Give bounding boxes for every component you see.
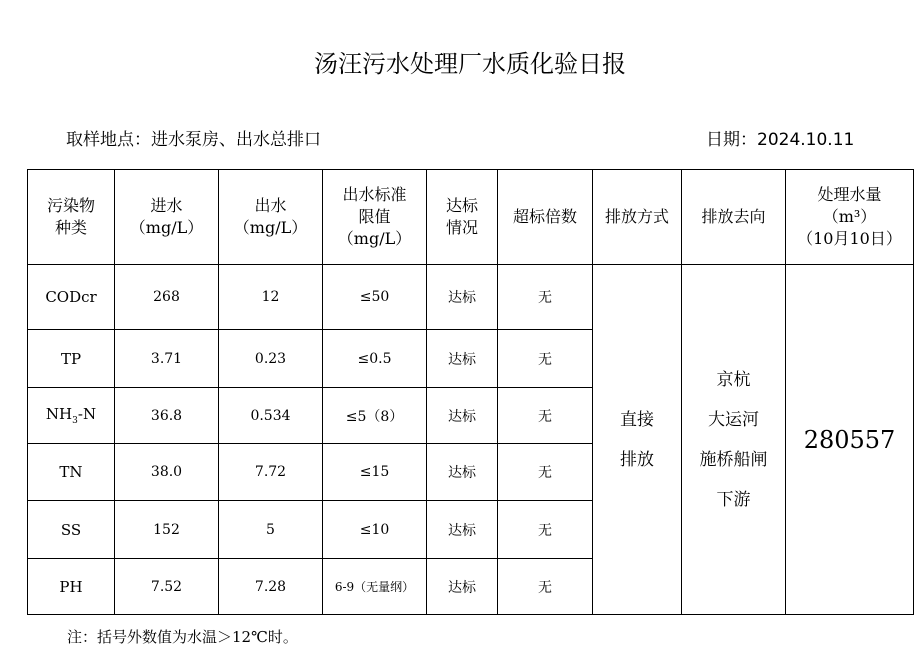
discharge-dest-cell: 京杭 大运河 施桥船闸 下游 bbox=[682, 265, 786, 615]
limit-cell: 6-9（无量纲） bbox=[323, 559, 427, 615]
water-quality-table bbox=[27, 169, 914, 615]
header-pollutant: 污染物 种类 bbox=[28, 170, 115, 265]
limit-cell: ≤0.5 bbox=[323, 330, 427, 388]
header-volume: 处理水量 （m³） （10月10日） bbox=[786, 170, 914, 265]
exceed-cell: 无 bbox=[498, 501, 593, 559]
param-cell: PH bbox=[28, 559, 115, 615]
header-inflow: 进水 （mg/L） bbox=[115, 170, 219, 265]
header-limit: 出水标准 限值 （mg/L） bbox=[323, 170, 427, 265]
footnote: 注：括号外数值为水温＞12℃时。 bbox=[67, 628, 298, 646]
param-cell: SS bbox=[28, 501, 115, 559]
outflow-cell: 7.72 bbox=[219, 444, 323, 501]
exceed-cell: 无 bbox=[498, 330, 593, 388]
status-cell: 达标 bbox=[427, 388, 498, 444]
status-cell: 达标 bbox=[427, 444, 498, 501]
outflow-cell: 0.534 bbox=[219, 388, 323, 444]
limit-cell: ≤15 bbox=[323, 444, 427, 501]
inflow-cell: 3.71 bbox=[115, 330, 219, 388]
table-row bbox=[28, 265, 914, 330]
inflow-cell: 38.0 bbox=[115, 444, 219, 501]
status-cell: 达标 bbox=[427, 501, 498, 559]
inflow-cell: 268 bbox=[115, 265, 219, 330]
exceed-cell: 无 bbox=[498, 265, 593, 330]
inflow-cell: 7.52 bbox=[115, 559, 219, 615]
param-cell: TN bbox=[28, 444, 115, 501]
exceed-cell: 无 bbox=[498, 559, 593, 615]
header-outflow: 出水 （mg/L） bbox=[219, 170, 323, 265]
limit-cell: ≤50 bbox=[323, 265, 427, 330]
report-date: 日期：2024.10.11 bbox=[706, 130, 855, 150]
exceed-cell: 无 bbox=[498, 444, 593, 501]
volume-cell: 280557 bbox=[786, 265, 914, 615]
limit-cell: ≤10 bbox=[323, 501, 427, 559]
header-compliance: 达标 情况 bbox=[427, 170, 498, 265]
param-cell: $NH_3-N$ bbox=[28, 388, 115, 444]
outflow-cell: 0.23 bbox=[219, 330, 323, 388]
status-cell: 达标 bbox=[427, 265, 498, 330]
outflow-cell: 5 bbox=[219, 501, 323, 559]
limit-cell: ≤5（8） bbox=[323, 388, 427, 444]
outflow-cell: 7.28 bbox=[219, 559, 323, 615]
outflow-cell: 12 bbox=[219, 265, 323, 330]
header-discharge-method: 排放方式 bbox=[593, 170, 682, 265]
status-cell: 达标 bbox=[427, 330, 498, 388]
param-cell: CODcr bbox=[28, 265, 115, 330]
param-cell: TP bbox=[28, 330, 115, 388]
exceed-cell: 无 bbox=[498, 388, 593, 444]
status-cell: 达标 bbox=[427, 559, 498, 615]
report-title: 汤汪污水处理厂水质化验日报 bbox=[314, 50, 626, 78]
header-exceed: 超标倍数 bbox=[498, 170, 593, 265]
header-discharge-dest: 排放去向 bbox=[682, 170, 786, 265]
inflow-cell: 152 bbox=[115, 501, 219, 559]
discharge-method-cell: 直接 排放 bbox=[593, 265, 682, 615]
inflow-cell: 36.8 bbox=[115, 388, 219, 444]
header-row bbox=[28, 170, 914, 265]
sampling-location: 取样地点：进水泵房、出水总排口 bbox=[66, 130, 321, 150]
